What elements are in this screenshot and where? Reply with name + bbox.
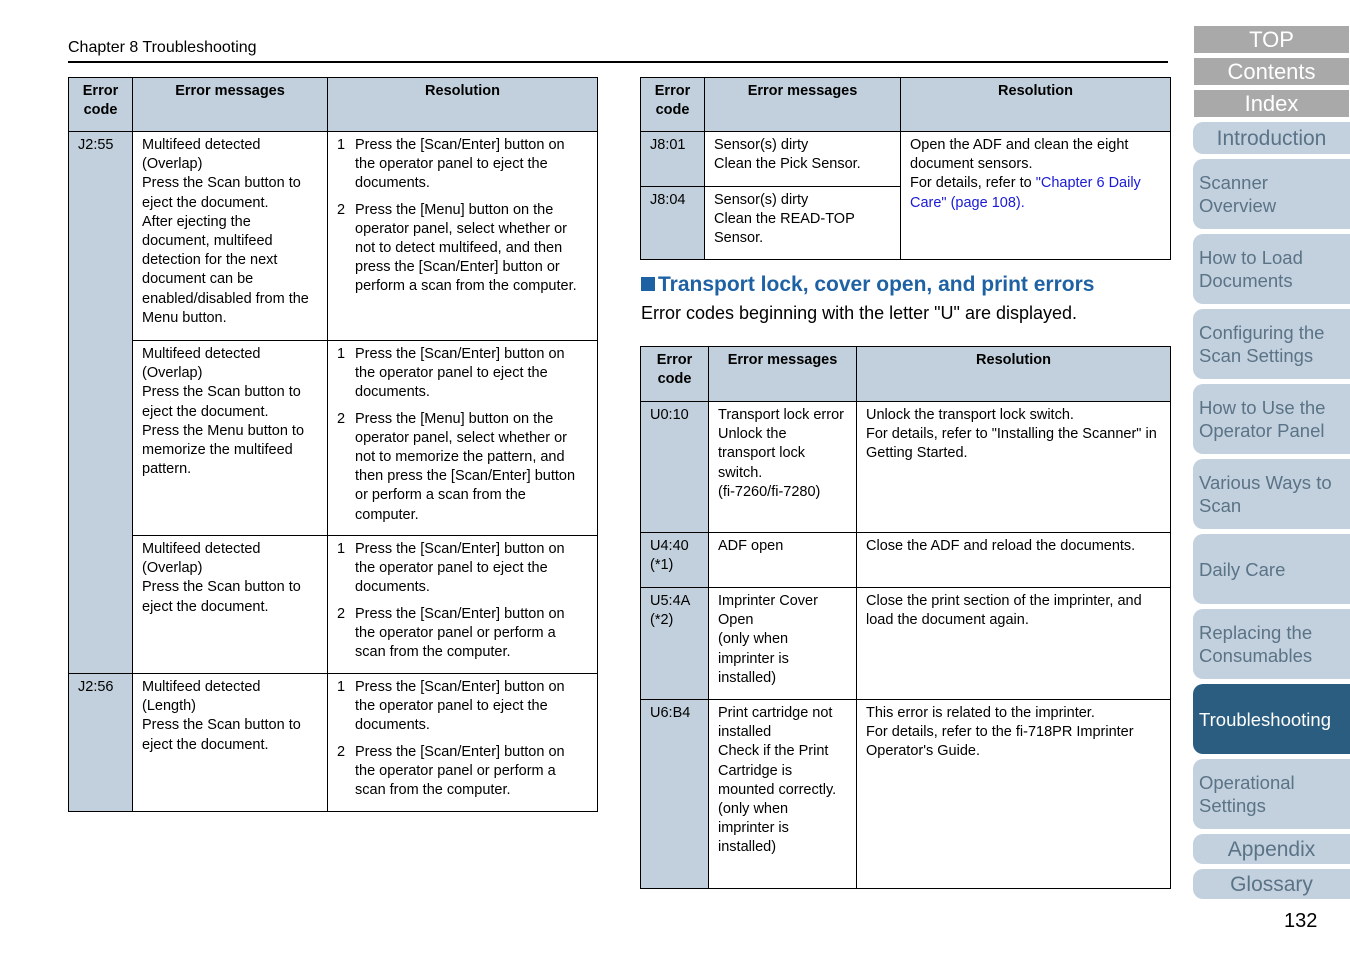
tab-glossary[interactable]: Glossary (1193, 869, 1350, 899)
error-message: Multifeed detected (Overlap) Press the Scan button to eject the document. After ejecting the document, multifeed detection for the next document can be enabled/disabled from the Menu button. (133, 132, 328, 341)
table-row (641, 533, 1171, 588)
tab-configuring-scan-settings[interactable]: Configuring the Scan Settings (1193, 309, 1350, 379)
chapter-header: Chapter 8 Troubleshooting (68, 39, 257, 56)
resolution-step: Press the [Scan/Enter] button on the operator panel to eject the documents. (355, 137, 565, 192)
resolution-step: Press the [Scan/Enter] button on the operator panel or perform a scan from the computer. (355, 743, 565, 799)
col-header-code: Error code (69, 78, 133, 132)
error-code: J8:04 (641, 187, 705, 260)
tab-introduction[interactable]: Introduction (1193, 122, 1350, 154)
resolution-text: Close the print section of the imprinter, and load the document again. (857, 588, 1171, 700)
index-button[interactable]: Index (1194, 90, 1349, 117)
table-row (641, 132, 1171, 187)
error-code: U4:40 (*1) (641, 533, 709, 588)
table-row (69, 536, 598, 674)
section-intro: Error codes beginning with the letter "U" are displayed. (641, 303, 1078, 323)
resolution-step: Press the [Scan/Enter] button on the operator panel to eject the documents. (355, 679, 565, 734)
col-header-code: Error code (641, 347, 709, 402)
error-message: Multifeed detected (Length) Press the Scan button to eject the document. (133, 674, 328, 812)
error-code: J8:01 (641, 132, 705, 187)
tab-how-to-load-documents[interactable]: How to Load Documents (1193, 234, 1350, 304)
error-code: U0:10 (641, 402, 709, 533)
col-header-resolution: Resolution (901, 78, 1171, 132)
error-code: J2:55 (69, 132, 133, 674)
section-heading (641, 273, 1094, 297)
top-button[interactable]: TOP (1194, 26, 1349, 53)
resolution-cell (901, 132, 1171, 260)
table-row (69, 132, 598, 341)
col-header-code: Error code (641, 78, 705, 132)
col-header-messages: Error messages (133, 78, 328, 132)
tab-various-ways-to-scan[interactable]: Various Ways to Scan (1193, 459, 1350, 529)
error-table-j8 (640, 77, 1171, 260)
col-header-messages: Error messages (705, 78, 901, 132)
resolution-step: Press the [Scan/Enter] button on the operator panel to eject the documents. (355, 541, 565, 596)
table-row (69, 674, 598, 812)
table-row (641, 402, 1171, 533)
section-heading-text: Transport lock, cover open, and print errors (658, 273, 1095, 296)
error-table-j2 (68, 77, 598, 812)
error-message: Multifeed detected (Overlap) Press the Scan button to eject the document. (133, 536, 328, 674)
error-message: Transport lock error Unlock the transport lock switch. (fi-7260/fi-7280) (709, 402, 857, 533)
col-header-messages: Error messages (709, 347, 857, 402)
resolution-text: Open the ADF and clean the eight document sensors. For details, refer to (910, 137, 1129, 192)
contents-button[interactable]: Contents (1194, 58, 1349, 85)
error-message: ADF open (709, 533, 857, 588)
daily-care-link[interactable]: "Chapter 6 Daily Care" (page 108). (910, 175, 1141, 211)
resolution-cell: 1 Press the [Scan/Enter] button on the operator panel to eject the documents. 2 Press the [Scan/Enter] button on the operator panel or perform a scan from the computer. (328, 536, 598, 674)
resolution-step: Press the [Menu] button on the operator panel, select whether or not to memorize the pattern, and then press the [Scan/Enter] button or perform a scan from the computer. (355, 410, 576, 523)
resolution-cell: 1 Press the [Scan/Enter] button on the operator panel to eject the documents. 2 Press the [Scan/Enter] button on the operator panel or perform a scan from the computer. (328, 674, 598, 812)
error-code: U6:B4 (641, 700, 709, 889)
tab-troubleshooting[interactable]: Troubleshooting (1193, 684, 1350, 754)
tab-appendix[interactable]: Appendix (1193, 834, 1350, 864)
resolution-text: Close the ADF and reload the documents. (857, 533, 1171, 588)
resolution-step: Press the [Scan/Enter] button on the operator panel or perform a scan from the computer. (355, 605, 565, 661)
resolution-text: This error is related to the imprinter. For details, refer to the fi-718PR Imprinter Operator's Guide. (857, 700, 1171, 889)
tab-daily-care[interactable]: Daily Care (1193, 534, 1350, 604)
col-header-resolution: Resolution (328, 78, 598, 132)
table-row (69, 341, 598, 536)
error-message: Print cartridge not installed Check if the Print Cartridge is mounted correctly. (only when imprinter is installed) (709, 700, 857, 889)
chapter-sidebar (1193, 0, 1350, 954)
table-row (641, 588, 1171, 700)
error-code: J2:56 (69, 674, 133, 812)
error-message: Sensor(s) dirty Clean the Pick Sensor. (705, 132, 901, 187)
table-row (641, 700, 1171, 889)
header-rule (68, 61, 1168, 63)
tab-scanner-overview[interactable]: Scanner Overview (1193, 159, 1350, 229)
error-message: Imprinter Cover Open (only when imprinter is installed) (709, 588, 857, 700)
resolution-step: Press the [Scan/Enter] button on the operator panel to eject the documents. (355, 346, 565, 401)
error-message: Sensor(s) dirty Clean the READ-TOP Sensor. (705, 187, 901, 260)
error-message: Multifeed detected (Overlap) Press the Scan button to eject the document. Press the Menu button to memorize the multifeed pattern. (133, 341, 328, 536)
page-number: 132 (1284, 910, 1318, 932)
resolution-step: Press the [Menu] button on the operator panel, select whether or not to detect multifeed, and then press the [Scan/Enter] button or perform a scan from the computer. (355, 201, 577, 295)
resolution-cell: 1 Press the [Scan/Enter] button on the operator panel to eject the documents. 2 Press the [Menu] button on the operator panel, select whether or not to memorize the pattern, and then press the [Scan/Enter] button or perform a scan from the computer. (328, 341, 598, 536)
error-table-u (640, 346, 1171, 889)
tab-replacing-consumables[interactable]: Replacing the Consumables (1193, 609, 1350, 679)
tab-operational-settings[interactable]: Operational Settings (1193, 759, 1350, 829)
resolution-cell: 1 Press the [Scan/Enter] button on the operator panel to eject the documents. 2 Press the [Menu] button on the operator panel, select whether or not to detect multifeed, and then press the [Scan/Enter] button or perform a scan from the computer. (328, 132, 598, 341)
heading-square-icon (641, 277, 655, 291)
tab-operator-panel[interactable]: How to Use the Operator Panel (1193, 384, 1350, 454)
error-code: U5:4A (*2) (641, 588, 709, 700)
resolution-text: Unlock the transport lock switch. For details, refer to "Installing the Scanner" in Getting Started. (857, 402, 1171, 533)
col-header-resolution: Resolution (857, 347, 1171, 402)
